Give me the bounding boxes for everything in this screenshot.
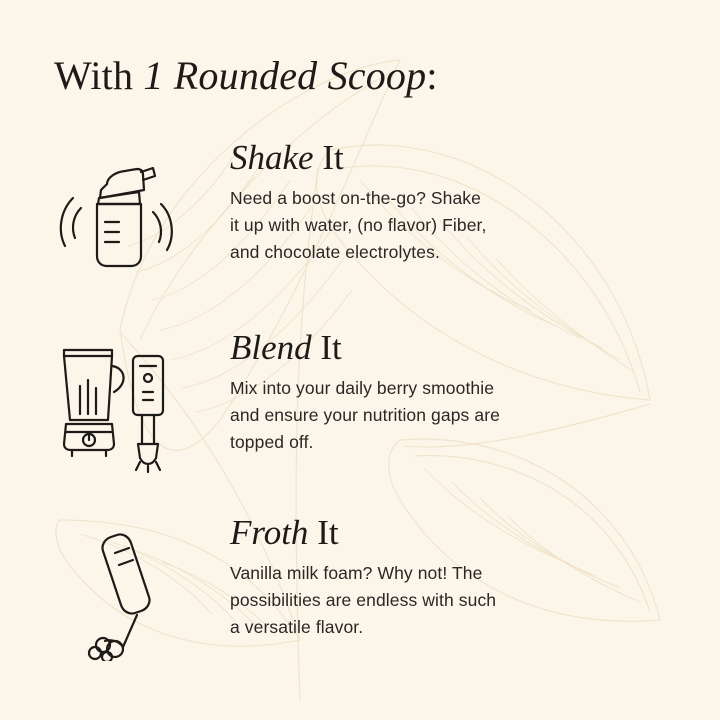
milk-frother-icon	[45, 521, 185, 661]
item-body-line: a versatile flavor.	[230, 617, 364, 637]
text-cell	[230, 140, 720, 266]
list-item	[0, 330, 720, 515]
item-body-line: it up with water, (no flavor) Fiber,	[230, 214, 487, 235]
blender-and-immersion-blender-icon	[40, 336, 190, 486]
icon-cell	[0, 140, 230, 286]
item-title-emphasis: Blend	[230, 328, 312, 367]
list-item	[0, 515, 720, 695]
item-title-emphasis: Shake	[230, 138, 314, 177]
list-item	[0, 140, 720, 330]
page-title-prefix: With	[54, 53, 144, 98]
item-body-line: Need a boost on-the-go? Shake	[230, 187, 481, 208]
item-title-suffix: It	[311, 328, 342, 367]
item-title-emphasis: Froth	[230, 513, 309, 552]
item-body	[230, 375, 590, 456]
item-body-line: and ensure your nutrition gaps are	[230, 404, 500, 425]
item-title-suffix: It	[308, 513, 339, 552]
text-cell	[230, 515, 720, 641]
item-body-line: and chocolate electrolytes.	[230, 242, 440, 262]
item-body	[230, 185, 590, 266]
text-cell	[230, 330, 720, 456]
item-body-line: possibilities are endless with such	[230, 589, 497, 610]
instruction-list	[0, 140, 720, 695]
item-body-line: Mix into your daily berry smoothie	[230, 377, 495, 398]
shaker-bottle-icon	[45, 146, 185, 286]
page-title-emphasis: 1 Rounded Scoop	[143, 53, 427, 98]
item-title	[230, 515, 674, 552]
item-body	[230, 560, 590, 641]
icon-cell	[0, 330, 230, 486]
item-body-line: Vanilla milk foam? Why not! The	[230, 562, 483, 583]
item-title-suffix: It	[313, 138, 344, 177]
item-title	[230, 330, 674, 367]
page-title	[54, 52, 438, 99]
item-body-line: topped off.	[230, 432, 314, 452]
item-title	[230, 140, 674, 177]
page-title-suffix: :	[426, 53, 438, 98]
icon-cell	[0, 515, 230, 661]
